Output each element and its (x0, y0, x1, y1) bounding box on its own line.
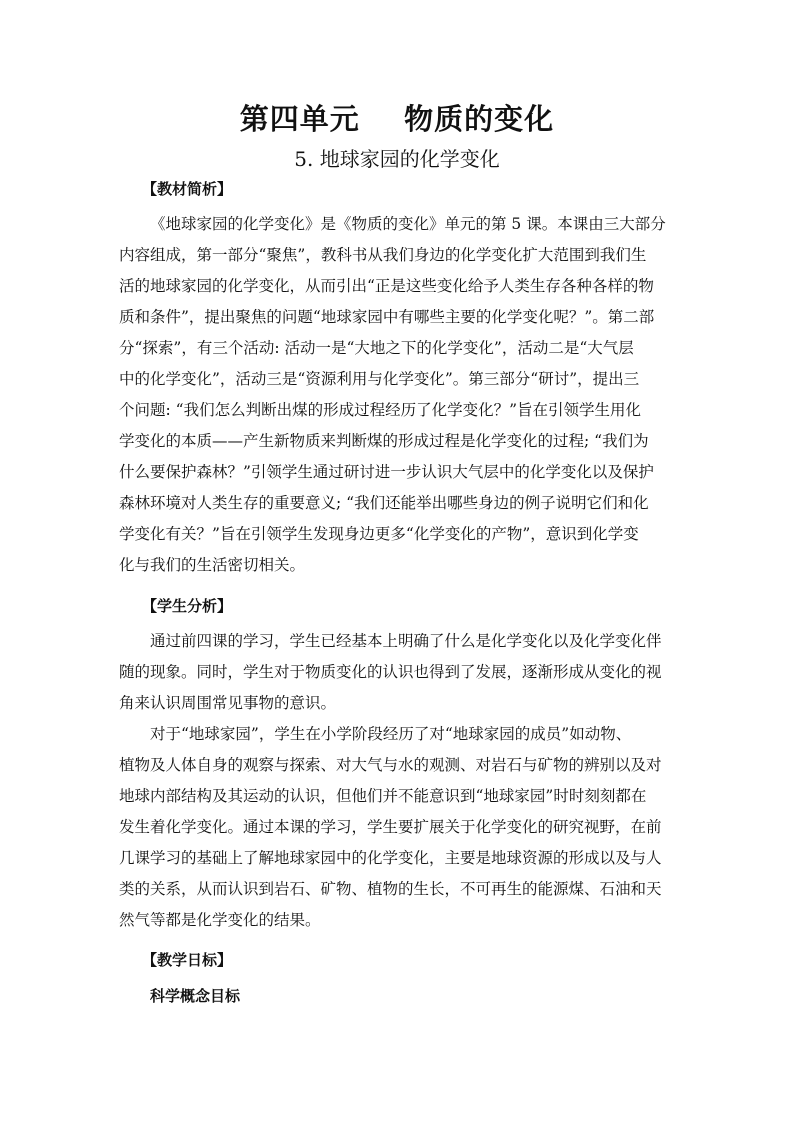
section-heading-textbook-analysis: 【教材简析】 (142, 180, 233, 198)
paragraph-line: 然气等都是化学变化的结果。 (119, 911, 321, 929)
subheading-science-concept-goals: 科学概念目标 (150, 987, 241, 1005)
paragraph-line: 质和条件”，提出聚焦的问题“地球家园中有哪些主要的化学变化呢？”。第二部 (119, 308, 655, 326)
paragraph-line: 个问题: “我们怎么判断出煤的形成过程经历了化学变化？”旨在引领学生用化 (119, 401, 641, 419)
lesson-title: 5. 地球家园的化学变化 (294, 147, 500, 171)
paragraph-line: 什么要保护森林？”引领学生通过研讨进一步认识大气层中的化学变化以及保护 (119, 463, 654, 481)
paragraph-line: 发生着化学变化。通过本课的学习，学生要扩展关于化学变化的研究视野，在前 (119, 818, 662, 836)
paragraph-line: 内容组成，第一部分“聚焦”，教科书从我们身边的化学变化扩大范围到我们生 (119, 246, 647, 264)
paragraph-line: 森林环境对人类生存的重要意义; “我们还能举出哪些身边的例子说明它们和化 (119, 494, 649, 512)
paragraph-line: 化与我们的生活密切相关。 (119, 556, 306, 574)
section-heading-student-analysis: 【学生分析】 (142, 597, 233, 615)
paragraph-line: 学变化的本质——产生新物质来判断煤的形成过程是化学变化的过程; “我们为 (119, 432, 649, 450)
paragraph-line: 植物及人体自身的观察与探索、对大气与水的观测、对岩石与矿物的辨别以及对 (119, 756, 662, 774)
unit-title: 第四单元 物质的变化 (239, 102, 555, 136)
paragraph-line: 活的地球家园的化学变化，从而引出“正是这些变化给予人类生存各种各样的物 (119, 277, 654, 295)
paragraph-line: 对于“地球家园”，学生在小学阶段经历了对“地球家园的成员”如动物、 (150, 725, 632, 743)
paragraph-line: 中的化学变化”，活动三是“资源利用与化学变化”。第三部分“研讨”，提出三 (119, 370, 640, 388)
paragraph-line: 类的关系，从而认识到岩石、矿物、植物的生长，不可再生的能源煤、石油和天 (119, 880, 662, 898)
section-heading-teaching-goals: 【教学日标】 (142, 951, 233, 969)
paragraph-line: 地球内部结构及其运动的认识，但他们并不能意识到“地球家园”时时刻刻都在 (119, 787, 647, 805)
paragraph-line: 学变化有关？”旨在引领学生发现身边更多“化学变化的产物”，意识到化学变 (119, 525, 639, 543)
paragraph-line: 分“探索”，有三个活动: 活动一是“大地之下的化学变化”，活动二是“大气层 (119, 339, 634, 357)
paragraph-line: 《地球家园的化学变化》是《物质的变化》单元的第 5 课。本课由三大部分 (150, 215, 666, 233)
paragraph-line: 角来认识周围常见事物的意识。 (119, 694, 337, 712)
paragraph-line: 通过前四课的学习，学生已经基本上明确了什么是化学变化以及化学变化伴 (150, 632, 662, 650)
paragraph-line: 几课学习的基础上了解地球家园中的化学变化，主要是地球资源的形成以及与人 (119, 849, 662, 867)
paragraph-line: 随的现象。同时，学生对于物质变化的认识也得到了发展，逐渐形成从变化的视 (119, 663, 662, 681)
